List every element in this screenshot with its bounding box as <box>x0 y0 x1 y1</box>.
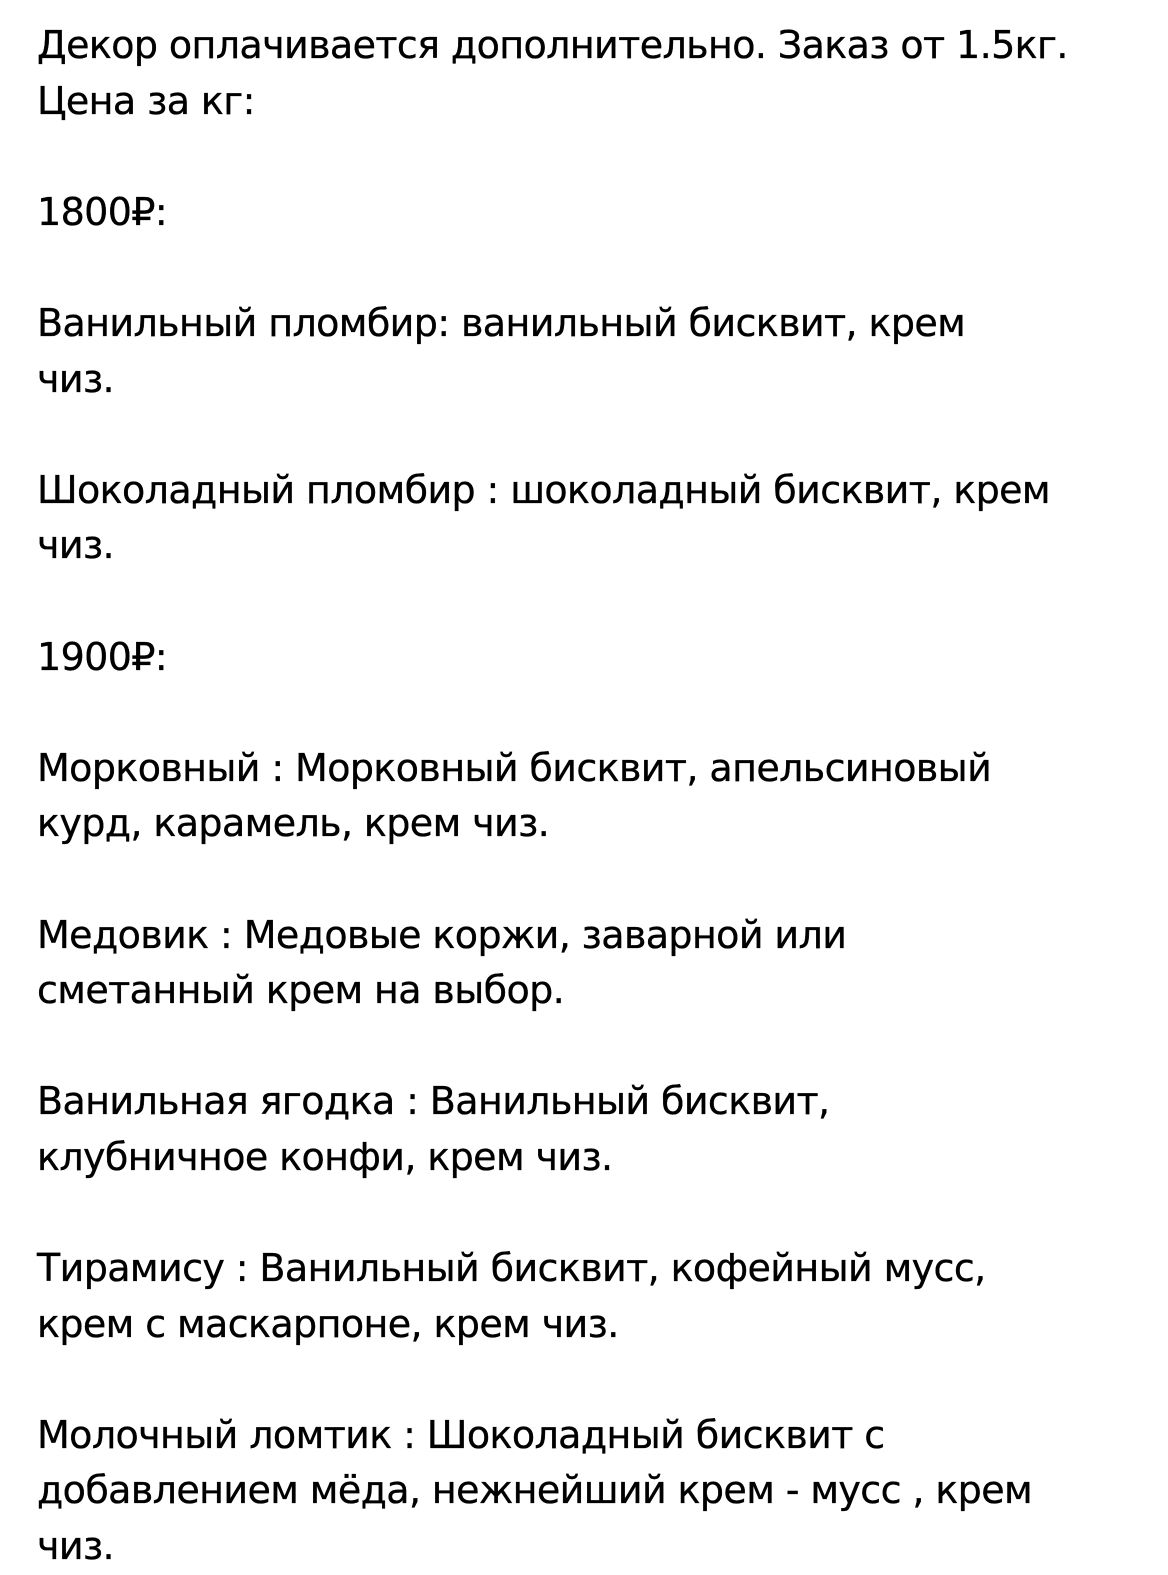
menu-item-line: Медовик : Медовые коржи, заварной или <box>37 912 847 957</box>
menu-item-line: курд, карамель, крем чиз. <box>37 801 550 846</box>
blank-line <box>37 407 1147 463</box>
menu-item-line: Молочный ломтик : Шоколадный бисквит с <box>37 1412 885 1457</box>
blank-line <box>37 129 1147 185</box>
menu-item-line: Ванильная ягодка : Ванильный бисквит, <box>37 1079 830 1124</box>
menu-item-line: сметанный крем на выбор. <box>37 968 565 1013</box>
price-header-1800: 1800₽: <box>37 189 168 234</box>
menu-item-line: чиз. <box>37 523 115 568</box>
blank-line <box>37 240 1147 296</box>
menu-item-line: клубничное конфи, крем чиз. <box>37 1134 613 1179</box>
blank-line <box>37 1352 1147 1408</box>
menu-item-line: чиз. <box>37 1524 115 1569</box>
blank-line <box>37 685 1147 741</box>
menu-item-line: Тирамису : Ванильный бисквит, кофейный мусс, <box>37 1246 986 1291</box>
note-text <box>37 18 1147 1575</box>
menu-item-line: Шоколадный пломбир : шоколадный бисквит, крем <box>37 467 1050 512</box>
menu-item-line: чиз. <box>37 356 115 401</box>
blank-line <box>37 574 1147 630</box>
menu-item-line: крем с маскарпоне, крем чиз. <box>37 1301 619 1346</box>
intro-line: Цена за кг: <box>37 78 255 123</box>
menu-item-line: Ванильный пломбир: ванильный бисквит, крем <box>37 300 966 345</box>
blank-line <box>37 1185 1147 1241</box>
blank-line <box>37 852 1147 908</box>
blank-line <box>37 1019 1147 1075</box>
intro-line: Декор оплачивается дополнительно. Заказ от 1.5кг. <box>37 23 1068 67</box>
price-header-1900: 1900₽: <box>37 634 168 679</box>
menu-item-line: Морковный : Морковный бисквит, апельсиновый <box>37 745 992 790</box>
menu-item-line: добавлением мёда, нежнейший крем - мусс , крем <box>37 1468 1033 1513</box>
